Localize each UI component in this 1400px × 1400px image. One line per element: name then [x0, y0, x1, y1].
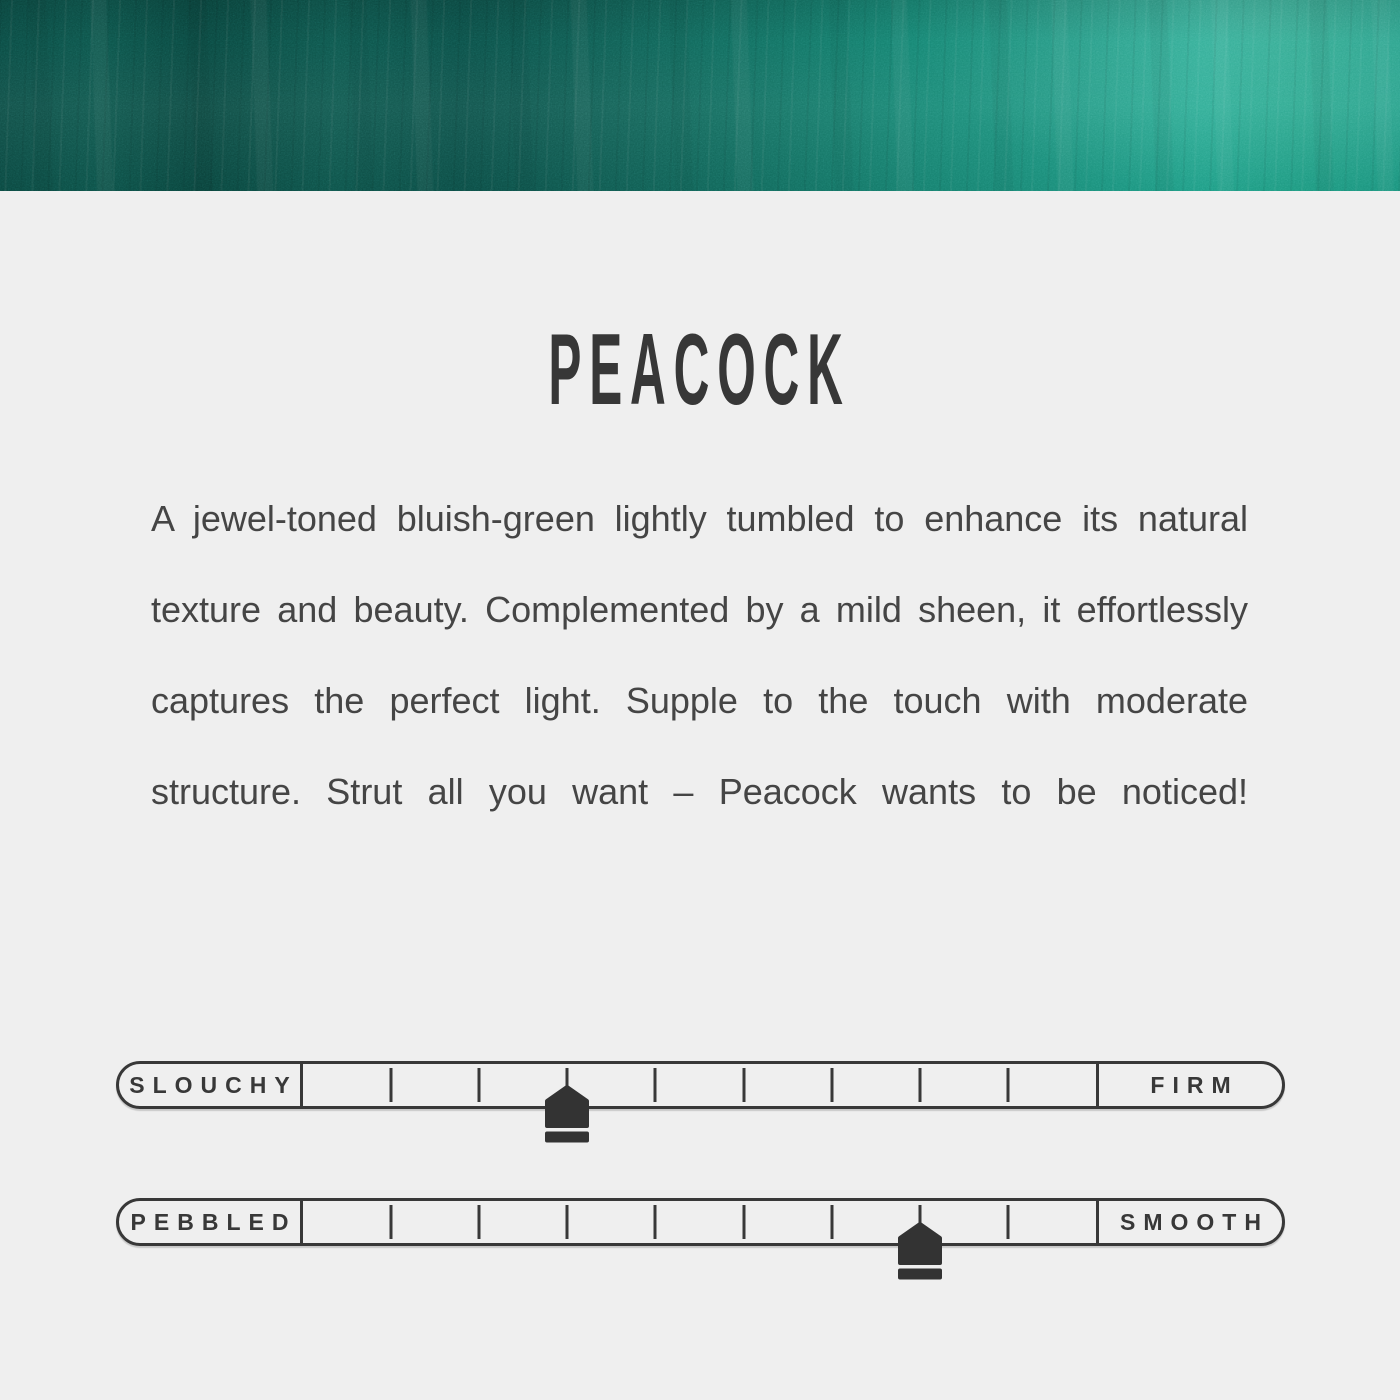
texture-scale-track — [303, 1201, 1096, 1243]
leather-grain-overlay — [0, 0, 1400, 191]
scale-tick — [830, 1068, 833, 1102]
scale-tick — [566, 1205, 569, 1239]
scale-tick — [1006, 1205, 1009, 1239]
scale-tick — [1006, 1068, 1009, 1102]
scale-marker-icon — [897, 1222, 942, 1280]
scale-tick — [478, 1205, 481, 1239]
scale-tick — [654, 1068, 657, 1102]
scale-tick — [830, 1205, 833, 1239]
scale-tick — [742, 1068, 745, 1102]
description-line: structure. Strut all you want – Peacock wants to be noticed! — [151, 771, 1248, 812]
scale-tick — [654, 1205, 657, 1239]
texture-scale-left-label: PEBBLED — [119, 1201, 303, 1243]
structure-scale-right-label: FIRM — [1096, 1064, 1282, 1106]
scale-tick — [390, 1205, 393, 1239]
scale-tick — [478, 1068, 481, 1102]
leather-swatch-image — [0, 0, 1400, 191]
texture-scale — [116, 1198, 1285, 1246]
scale-marker-icon — [545, 1085, 590, 1143]
description-line: texture and beauty. Complemented by a mild sheen, it effortlessly — [151, 589, 1248, 630]
structure-scale-track — [303, 1064, 1096, 1106]
structure-scale — [116, 1061, 1285, 1109]
description-line: A jewel-toned bluish-green lightly tumbled to enhance its natural — [151, 498, 1248, 539]
swatch-description — [151, 473, 1248, 837]
swatch-name: PEACOCK — [548, 314, 852, 426]
description-line: captures the perfect light. Supple to the touch with moderate — [151, 680, 1248, 721]
scale-tick — [918, 1068, 921, 1102]
page-title — [0, 314, 1400, 426]
texture-scale-right-label: SMOOTH — [1096, 1201, 1282, 1243]
scale-tick — [742, 1205, 745, 1239]
scale-tick — [390, 1068, 393, 1102]
structure-scale-left-label: SLOUCHY — [119, 1064, 303, 1106]
